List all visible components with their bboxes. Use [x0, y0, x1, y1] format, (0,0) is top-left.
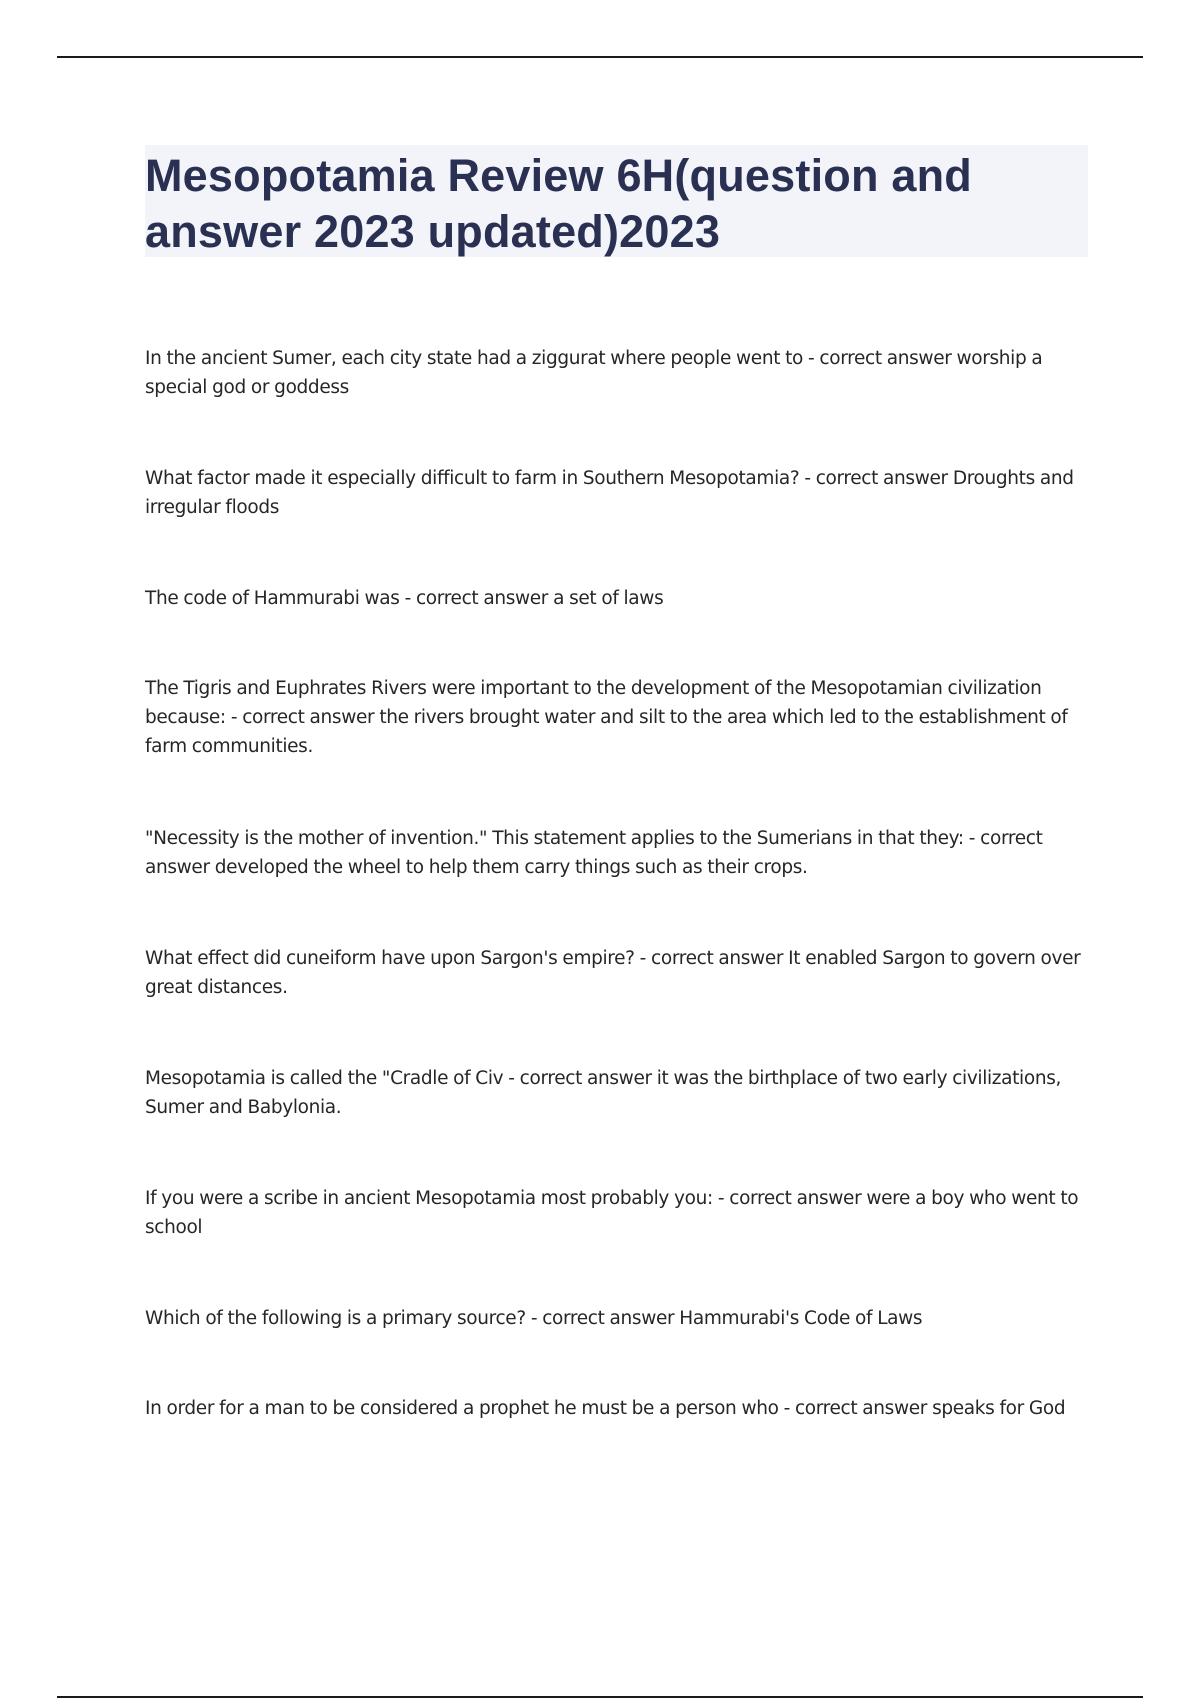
- qa-item: [145, 824, 1095, 882]
- answer-text: were a boy who went to school: [145, 1188, 1079, 1238]
- answer-text: the rivers brought water and silt to the area which led to the establishment of farm communities.: [145, 707, 1068, 757]
- question-text: If you were a scribe in ancient Mesopotamia most probably you: -: [145, 1188, 730, 1209]
- answer-separator: correct answer: [815, 468, 953, 489]
- answer-text: Droughts and irregular floods: [145, 468, 1074, 518]
- answer-separator: correct answer: [651, 948, 789, 969]
- qa-item: [145, 1304, 1095, 1333]
- question-text: The Tigris and Euphrates Rivers were important to the development of the Mesopotamian civilization because: -: [145, 678, 1042, 728]
- bottom-rule: [57, 1696, 1143, 1698]
- answer-separator: correct answer: [794, 1398, 933, 1419]
- answer-text: worship a special god or goddess: [145, 348, 1043, 398]
- title-banner: [145, 145, 1088, 257]
- qa-item: [145, 584, 1095, 613]
- answer-text: It enabled Sargon to govern over great distances.: [145, 948, 1081, 998]
- answer-text: it was the birthplace of two early civilizations, Sumer and Babylonia.: [145, 1068, 1062, 1118]
- answer-text: a set of laws: [553, 588, 664, 609]
- answer-text: Hammurabi's Code of Laws: [679, 1308, 923, 1329]
- qa-item: [145, 944, 1095, 1002]
- question-text: The code of Hammurabi was -: [145, 588, 416, 609]
- qa-item: [145, 674, 1095, 761]
- question-text: In the ancient Sumer, each city state had a ziggurat where people went to -: [145, 348, 820, 369]
- answer-separator: correct answer: [242, 707, 380, 728]
- qa-item: [145, 1394, 1095, 1423]
- qa-item: [145, 464, 1095, 522]
- answer-separator: correct answer: [542, 1308, 680, 1329]
- question-text: "Necessity is the mother of invention." This statement applies to the Sumerians in that they: -: [145, 828, 981, 849]
- answer-separator: correct answer: [145, 828, 1043, 878]
- question-text: In order for a man to be considered a prophet he must be a person who -: [145, 1398, 795, 1419]
- answer-separator: correct answer: [415, 588, 554, 609]
- answer-text: speaks for God: [932, 1398, 1066, 1419]
- qa-item: [145, 344, 1095, 402]
- answer-separator: correct answer: [519, 1068, 657, 1089]
- question-text: What effect did cuneiform have upon Sargon's empire? -: [145, 948, 652, 969]
- question-text: Which of the following is a primary source? -: [145, 1308, 543, 1329]
- qa-item: [145, 1184, 1095, 1242]
- qa-item: [145, 1064, 1095, 1122]
- question-text: Mesopotamia is called the "Cradle of Civ -: [145, 1068, 520, 1089]
- document-title: Mesopotamia Review 6H(question and answer 2023 updated)2023: [145, 150, 972, 257]
- answer-separator: correct answer: [819, 348, 957, 369]
- answer-separator: correct answer: [729, 1188, 867, 1209]
- question-text: What factor made it especially difficult to farm in Southern Mesopotamia? -: [145, 468, 816, 489]
- top-rule: [57, 56, 1143, 58]
- answer-text: developed the wheel to help them carry things such as their crops.: [214, 857, 808, 878]
